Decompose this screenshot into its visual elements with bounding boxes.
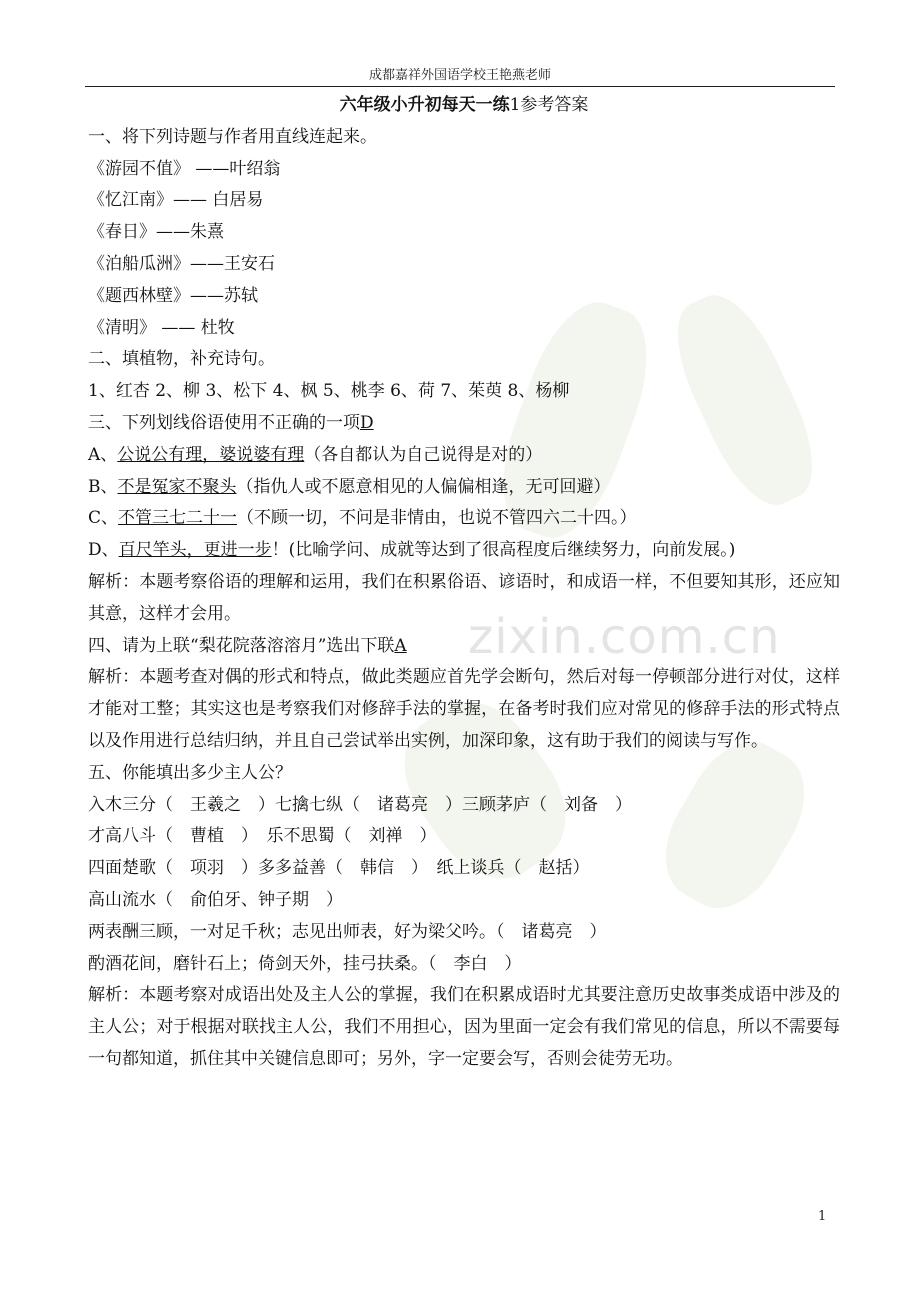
section-4-question: 四、请为上联“梨花院落溶溶月”选出下联 [88, 635, 395, 656]
option-prefix: C、 [88, 508, 119, 529]
section-5-heading: 五、你能填出多少主人公？ [88, 762, 292, 783]
protagonist-line: 才高八斗（ 曹植 ） 乐不思蜀（ 刘禅 ） [88, 826, 437, 847]
protagonist-line: 两表酬三顾，一对足千秋；志见出师表，好为梁父吟。（ 诸葛亮 ） [88, 921, 607, 942]
section-1-heading: 一、将下列诗题与作者用直线连起来。 [88, 126, 377, 147]
option-underlined: 不管三七二十一 [118, 508, 238, 529]
title-main: 六年级小升初每天一练 [339, 95, 510, 115]
poem-author-item: 《忆江南》—— 白居易 [88, 190, 264, 211]
protagonist-line: 酌酒花间，磨针石上；倚剑天外，挂弓扶桑。（ 李白 ） [88, 953, 522, 974]
section-3-question: 三、下列划线俗语使用不正确的一项 [88, 412, 360, 433]
header-rule [85, 86, 835, 87]
option-prefix: A、 [88, 444, 118, 465]
poem-author-item: 《清明》 —— 杜牧 [88, 317, 235, 338]
title-suffix: 参考答案 [520, 95, 589, 115]
section-4-answer: A [394, 635, 407, 656]
option-prefix: B、 [88, 476, 118, 497]
document-body [88, 90, 840, 1076]
section-2-heading: 二、填植物，补充诗句。 [88, 349, 275, 370]
watermark-text: zixin.com.cn [468, 609, 781, 665]
protagonist-line: 四面楚歌（ 项羽 ）多多益善（ 韩信 ） 纸上谈兵（ 赵括） [88, 858, 590, 879]
section-3-answer: D [360, 412, 374, 433]
section-5-analysis: 解析：本题考察对成语出处及主人公的掌握，我们在积累成语时尤其要注意历史故事类成语中涉及的主人公；对于根据对联找主人公，我们不用担心，因为里面一定会有我们常见的信息，所以不需要每一句都知道，抓住其中关键信息即可；另外，字一定要会写，否则会徒劳无功。 [88, 985, 840, 1069]
option-explanation: （各自都认为自己说得是对的） [304, 444, 543, 465]
poem-author-item: 《游园不值》 ——叶绍翁 [88, 158, 281, 179]
protagonist-line: 入木三分（ 王羲之 ）七擒七纵（ 诸葛亮 ）三顾茅庐（ 刘备 ） [88, 794, 632, 815]
page-header: 成都嘉祥外国语学校王艳燕老师 [368, 68, 551, 83]
protagonist-line: 高山流水（ 俞伯牙、钟子期 ） [88, 889, 343, 910]
section-3-analysis: 解析：本题考察俗语的理解和运用，我们在积累俗语、谚语时，和成语一样，不但要知其形，还应知其意，这样才会用。 [88, 571, 840, 624]
poem-author-item: 《泊船瓜洲》——王安石 [88, 253, 275, 274]
page-title [88, 90, 840, 122]
poem-author-item: 《春日》——朱熹 [88, 222, 224, 243]
option-a [88, 440, 840, 472]
page-number: 1 [818, 1209, 827, 1224]
option-explanation: （指仇人或不愿意相见的人偏偏相逢，无可回避） [236, 476, 611, 497]
section-4-analysis: 解析：本题考查对偶的形式和特点，做此类题应首先学会断句，然后对每一停顿部分进行对仗，这样才能对工整；其实这也是考察我们对修辞手法的掌握，在备考时我们应对常见的修辞手法的形式特点以及作用进行总结归纳，并且自己尝试举出实例，加深印象，这有助于我们的阅读与写作。 [88, 667, 840, 751]
section-4-heading [88, 631, 840, 663]
poem-author-item: 《题西林壁》——苏轼 [88, 285, 258, 306]
section-3-heading [88, 408, 840, 440]
option-b [88, 472, 840, 504]
option-underlined: 百尺竿头，更进一步 [118, 540, 272, 561]
section-2-answer: 1、红杏 2、柳 3、松下 4、枫 5、桃李 6、荷 7、茱萸 8、杨柳 [88, 381, 570, 402]
option-c [88, 503, 840, 535]
option-prefix: D、 [88, 540, 119, 561]
title-number: 1 [509, 95, 521, 115]
option-explanation: （不顾一切，不问是非情由，也说不管四六二十四。） [237, 508, 637, 529]
option-explanation: ！(比喻学问、成就等达到了很高程度后继续努力，向前发展。) [271, 540, 736, 561]
option-d [88, 535, 840, 567]
option-underlined: 公说公有理，婆说婆有理 [117, 444, 305, 465]
option-underlined: 不是冤家不聚头 [117, 476, 237, 497]
